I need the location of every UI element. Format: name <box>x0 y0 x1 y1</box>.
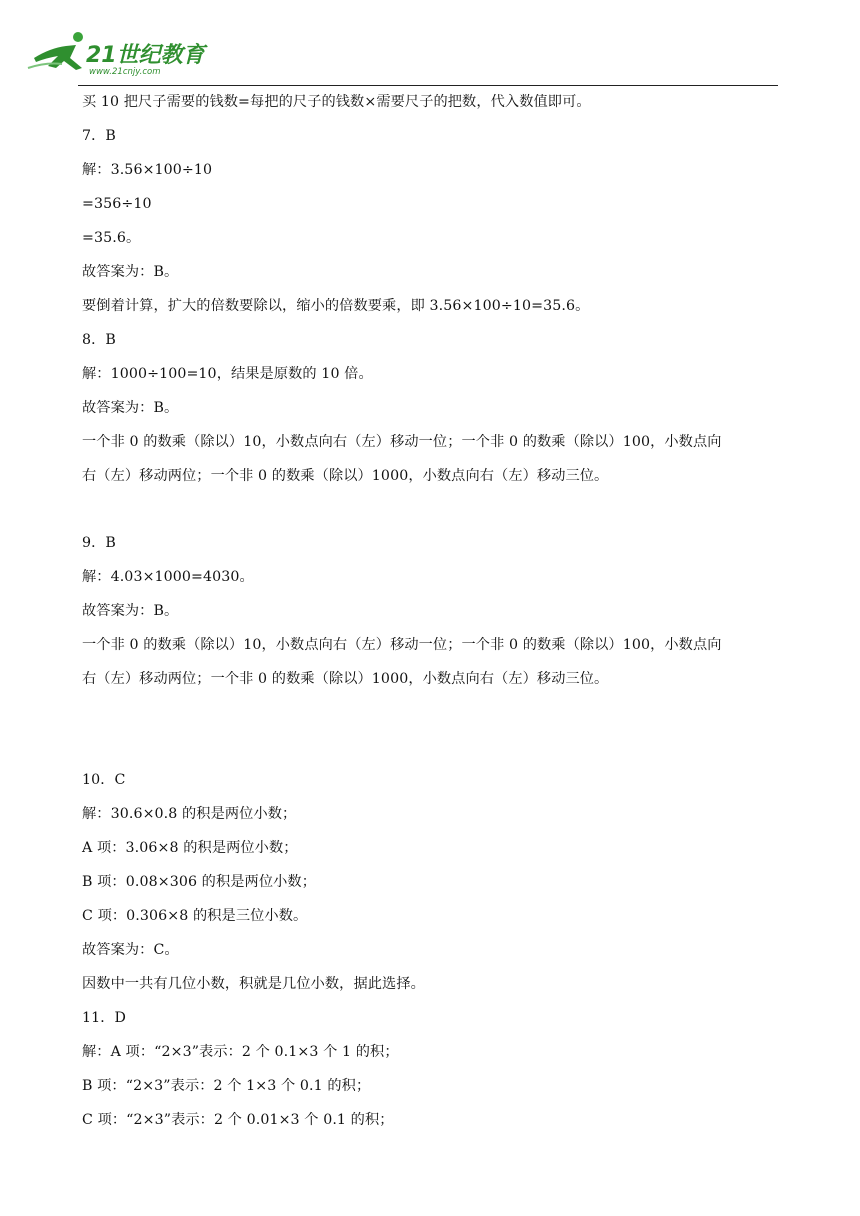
text-line: 解：A 项：“2×3”表示：2 个 0.1×3 个 1 的积； <box>82 1044 399 1060</box>
text-line: 一个非 0 的数乘（除以）10，小数点向右（左）移动一位；一个非 0 的数乘（除以）100，小数点向 <box>82 637 722 653</box>
text-line: C 项：0.306×8 的积是三位小数。 <box>82 908 308 924</box>
text-line: 故答案为：C。 <box>82 942 179 958</box>
text-line: 右（左）移动两位；一个非 0 的数乘（除以）1000，小数点向右（左）移动三位。 <box>82 671 609 687</box>
text-line: B 项：0.08×306 的积是两位小数； <box>82 874 316 890</box>
text-line: 解：1000÷100=10，结果是原数的 10 倍。 <box>82 366 373 382</box>
text-line: C 项：“2×3”表示：2 个 0.01×3 个 0.1 的积； <box>82 1112 394 1128</box>
logo-url: www.21cnjy.com <box>89 67 161 77</box>
text-line: 一个非 0 的数乘（除以）10，小数点向右（左）移动一位；一个非 0 的数乘（除以）100，小数点向 <box>82 434 722 450</box>
text-line: 解：3.56×100÷10 <box>82 162 213 178</box>
answer-heading: 7．B <box>82 128 116 144</box>
answer-heading: 11．D <box>82 1010 127 1026</box>
text-line: 买 10 把尺子需要的钱数=每把的尺子的钱数×需要尺子的把数，代入数值即可。 <box>82 94 591 110</box>
text-line: 要倒着计算，扩大的倍数要除以，缩小的倍数要乘，即 3.56×100÷10=35.6。 <box>82 298 590 314</box>
answer-heading: 10．C <box>82 772 126 788</box>
logo-icon <box>26 28 216 78</box>
text-line: A 项：3.06×8 的积是两位小数； <box>82 840 298 856</box>
text-line: =356÷10 <box>82 196 152 212</box>
text-line: 解：30.6×0.8 的积是两位小数； <box>82 806 297 822</box>
text-line: 解：4.03×1000=4030。 <box>82 569 254 585</box>
text-line: 因数中一共有几位小数，积就是几位小数，据此选择。 <box>82 976 425 992</box>
answer-heading: 8．B <box>82 332 116 348</box>
text-line: 故答案为：B。 <box>82 400 179 416</box>
logo-text: 21世纪教育 <box>86 43 205 68</box>
text-line: B 项：“2×3”表示：2 个 1×3 个 0.1 的积； <box>82 1078 371 1094</box>
text-line: 故答案为：B。 <box>82 264 179 280</box>
text-line: =35.6。 <box>82 230 141 246</box>
header-divider <box>78 85 778 86</box>
answer-heading: 9．B <box>82 535 116 551</box>
text-line: 右（左）移动两位；一个非 0 的数乘（除以）1000，小数点向右（左）移动三位。 <box>82 468 609 484</box>
page-header <box>0 0 860 90</box>
text-line: 故答案为：B。 <box>82 603 179 619</box>
